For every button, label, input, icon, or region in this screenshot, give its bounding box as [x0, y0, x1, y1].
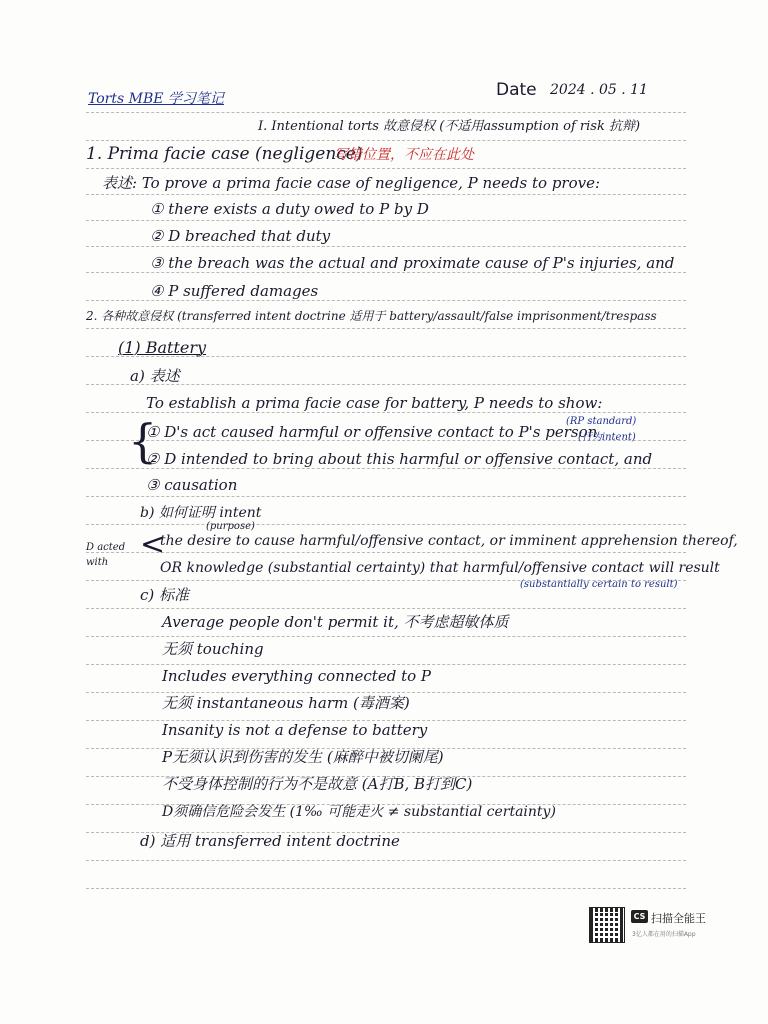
battery-c-item-4: 无须 instantaneous harm (毒酒案) — [162, 694, 410, 712]
ruled-line — [86, 524, 686, 525]
ruled-line — [86, 140, 686, 141]
subject-header: Torts MBE 学习笔记 — [88, 91, 224, 107]
battery-c-item-8: D须确信危险会发生 (1‰ 可能走火 ≠ substantial certainty) — [162, 804, 556, 820]
ruled-line — [86, 272, 686, 273]
section1-statement: 表述: To prove a prima facie case of negligence, P needs to prove: — [102, 174, 601, 192]
battery-c-heading: c) 标准 — [140, 586, 190, 604]
battery-a-note-1: (RP standard) — [566, 416, 637, 427]
battery-b-line-2: OR knowledge (substantial certainty) that harmful/offensive contact will result — [160, 560, 720, 576]
section1-item-1: ① there exists a duty owed to P by D — [150, 200, 429, 218]
ruled-line — [86, 860, 686, 861]
ruled-line — [86, 664, 686, 665]
qr-code-icon — [590, 908, 624, 942]
ruled-line — [86, 168, 686, 169]
ruled-line — [86, 412, 686, 413]
ruled-line — [86, 246, 686, 247]
ruled-line — [86, 552, 686, 553]
section1-item-4: ④ P suffered damages — [150, 282, 319, 300]
battery-d-heading: d) 适用 transferred intent doctrine — [140, 832, 400, 850]
brace-symbol: { — [128, 414, 158, 468]
battery-b-note: (substantially certain to result) — [520, 579, 678, 590]
ruled-line — [86, 496, 686, 497]
battery-b-line-1: the desire to cause harmful/offensive contact, or imminent apprehension thereof, — [160, 533, 738, 549]
battery-c-item-5: Insanity is not a defense to battery — [162, 721, 428, 739]
section1-heading: 1. Prima facie case (negligence) — [86, 144, 363, 164]
camscanner-logo-icon: CS — [631, 910, 648, 923]
ruled-line — [86, 112, 686, 113]
ruled-line — [86, 194, 686, 195]
battery-c-item-7: 不受身体控制的行为不是故意 (A打B, B打到C) — [162, 775, 473, 793]
battery-c-item-1: Average people don't permit it, 不考虑超敏体质 — [162, 613, 509, 631]
battery-a-item-3: ③ causation — [146, 476, 238, 494]
camscanner-name: 扫描全能王 — [651, 912, 706, 925]
ruled-line — [86, 888, 686, 889]
battery-b-purpose: (purpose) — [206, 521, 255, 532]
battery-c-item-2: 无须 touching — [162, 640, 264, 658]
ruled-line — [86, 328, 686, 329]
battery-a-item-1: ① D's act caused harmful or offensive contact to P's person — [146, 423, 598, 441]
section1-red-note: 写错位置，不应在此处 — [334, 147, 474, 163]
ruled-line — [86, 636, 686, 637]
section-title: I. Intentional torts 故意侵权 (不适用assumption of risk 抗辩) — [258, 119, 641, 134]
battery-a-intro: To establish a prima facie case for battery, P needs to show: — [146, 394, 603, 412]
battery-c-item-6: P无须认识到伤害的发生 (麻醉中被切阑尾) — [162, 748, 444, 766]
section1-item-3: ③ the breach was the actual and proximate cause of P's injuries, and — [150, 254, 675, 272]
battery-a-heading: a) 表述 — [130, 367, 180, 385]
battery-c-item-3: Includes everything connected to P — [162, 667, 432, 685]
angle-bracket-symbol: < — [140, 527, 166, 562]
section1-item-2: ② D breached that duty — [150, 227, 331, 245]
ruled-line — [86, 468, 686, 469]
battery-a-item-2: ② D intended to bring about this harmful or offensive contact, and — [146, 450, 653, 468]
battery-a-note-2: (行为intent) — [578, 432, 636, 443]
section2-heading: 2. 各种故意侵权 (transferred intent doctrine 适用于 battery/assault/false imprisonment/trespass — [86, 309, 657, 323]
battery-b-heading: b) 如何证明 intent — [140, 505, 262, 521]
ruled-line — [86, 692, 686, 693]
camscanner-tagline: 3亿人都在用的扫描App — [632, 931, 696, 938]
ruled-line — [86, 300, 686, 301]
battery-b-side-note: D acted with — [86, 542, 126, 568]
ruled-line — [86, 608, 686, 609]
ruled-line — [86, 220, 686, 221]
battery-heading: (1) Battery — [118, 338, 207, 357]
date-value: 2024 . 05 . 11 — [550, 82, 648, 98]
date-label: Date — [496, 80, 537, 100]
